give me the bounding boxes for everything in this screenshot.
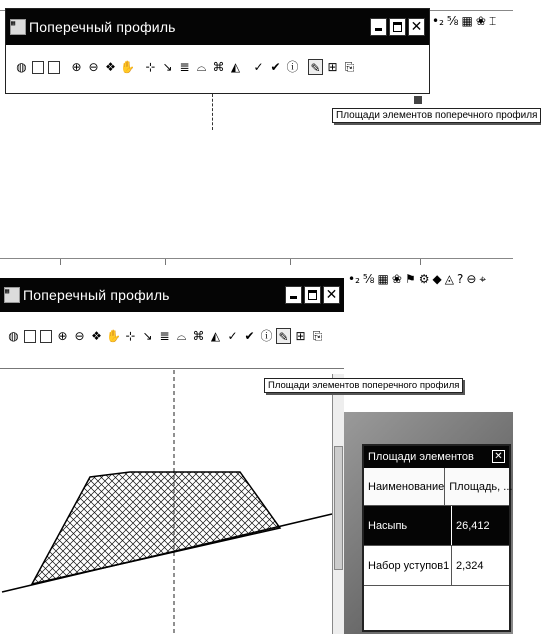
arc-icon[interactable]: ⌓	[176, 329, 187, 343]
maximize-button[interactable]	[389, 18, 406, 36]
export-icon[interactable]: ⎘	[344, 60, 355, 74]
fill-icon[interactable]: ◭	[210, 329, 221, 343]
triangle-icon[interactable]: ◬	[444, 272, 454, 286]
zoom-in-icon[interactable]: ⊕	[57, 329, 68, 343]
edit-text-icon[interactable]: ≣	[159, 329, 170, 343]
minimize-button[interactable]	[370, 18, 387, 36]
app-icon: ▦	[4, 287, 20, 303]
profile-axis	[212, 94, 213, 130]
zoom-out-icon[interactable]: ⊖	[88, 60, 99, 74]
check-arrow-icon[interactable]: ✔	[244, 329, 255, 343]
info-icon[interactable]: ⓘ	[286, 60, 299, 74]
panel-titlebar[interactable]	[364, 446, 509, 468]
edit-text-icon[interactable]: ≣	[179, 60, 190, 74]
box-icon[interactable]	[32, 61, 44, 74]
embankment-area	[32, 472, 280, 584]
export-icon[interactable]: ⎘	[312, 329, 323, 343]
layers-icon[interactable]: ❖	[105, 60, 116, 74]
check-arrow-icon[interactable]: ✔	[270, 60, 281, 74]
tool-icon[interactable]: ⅝	[362, 272, 375, 286]
table-row[interactable]	[364, 506, 509, 546]
table-header-row	[364, 468, 513, 506]
fill-icon[interactable]: ◭	[230, 60, 241, 74]
table-row[interactable]	[364, 546, 509, 586]
row-name: Набор уступов1	[364, 546, 452, 585]
tooltip: Площади элементов поперечного профиля	[332, 108, 541, 123]
point-icon[interactable]: •₂	[432, 14, 444, 28]
gear-icon[interactable]: ⚙	[418, 272, 430, 286]
window-title: Поперечный профиль	[29, 19, 176, 35]
scrollbar-thumb[interactable]	[334, 446, 343, 570]
check-icon[interactable]: ✓	[253, 60, 264, 74]
plant-icon[interactable]: ❀	[391, 272, 402, 286]
zoom-out-icon[interactable]: ⊖	[74, 329, 85, 343]
background-toolbar-bottom	[348, 272, 486, 287]
pin-icon[interactable]: ⌖	[479, 272, 487, 286]
globe-icon[interactable]: ⊖	[466, 272, 477, 286]
row-area: 2,324	[456, 559, 484, 572]
column-header-name[interactable]: Наименование	[364, 468, 445, 505]
hand-icon[interactable]: ✋	[120, 60, 135, 74]
background-toolbar-top	[432, 14, 496, 29]
flag-icon[interactable]: ⚑	[404, 272, 416, 286]
cross-section-canvas	[0, 278, 344, 634]
split-icon[interactable]: ⌘	[212, 60, 225, 74]
close-icon[interactable]: ✕	[492, 450, 505, 463]
vertical-scrollbar[interactable]	[332, 374, 344, 634]
scroll-arrow[interactable]	[414, 96, 422, 104]
close-button[interactable]: ✕	[408, 18, 425, 36]
check-icon[interactable]: ✓	[227, 329, 238, 343]
window-title: Поперечный профиль	[23, 287, 170, 303]
cross-section-window-bottom	[0, 278, 344, 634]
pen-icon[interactable]: ✎	[308, 59, 323, 75]
table-icon[interactable]: ⊞	[295, 329, 306, 343]
zoom-in-icon[interactable]: ⊕	[71, 60, 82, 74]
diamond-icon[interactable]: ◆	[432, 272, 442, 286]
grid-icon[interactable]: ▦	[377, 272, 389, 286]
arc-icon[interactable]: ⌓	[196, 60, 207, 74]
grid-icon[interactable]: ▦	[461, 14, 473, 28]
move-point-icon[interactable]: ↘	[162, 60, 173, 74]
row-area: 26,412	[456, 519, 490, 532]
add-point-icon[interactable]: ⊹	[125, 329, 136, 343]
layers-icon[interactable]: ❖	[91, 329, 102, 343]
areas-panel	[362, 444, 511, 632]
point-icon[interactable]: •₂	[348, 272, 360, 286]
pen-icon[interactable]: ✎	[276, 328, 291, 344]
window-titlebar[interactable]	[6, 9, 429, 45]
cross-icon[interactable]: ⌶	[488, 14, 497, 28]
split-icon[interactable]: ⌘	[192, 329, 205, 343]
box-icon[interactable]	[48, 61, 60, 74]
plant-icon[interactable]: ❀	[475, 14, 486, 28]
window-toolbar	[14, 59, 357, 75]
tool-icon[interactable]: ⅝	[446, 14, 459, 28]
book-icon[interactable]: ◍	[16, 60, 27, 74]
close-button[interactable]: ✕	[323, 286, 340, 304]
hand-icon[interactable]: ✋	[106, 329, 121, 343]
app-icon: ▦	[10, 19, 26, 35]
help-icon[interactable]: ?	[456, 272, 464, 286]
book-icon[interactable]: ◍	[8, 329, 19, 343]
column-header-area[interactable]: Площадь, ...	[449, 480, 513, 493]
table-icon[interactable]: ⊞	[327, 60, 338, 74]
info-icon[interactable]: ⓘ	[260, 329, 273, 343]
cross-section-window-top	[5, 8, 430, 94]
move-point-icon[interactable]: ↘	[142, 329, 153, 343]
panel-title: Площади элементов	[368, 451, 474, 463]
row-name: Насыпь	[364, 506, 452, 545]
add-point-icon[interactable]: ⊹	[145, 60, 156, 74]
tooltip: Площади элементов поперечного профиля	[264, 378, 463, 393]
